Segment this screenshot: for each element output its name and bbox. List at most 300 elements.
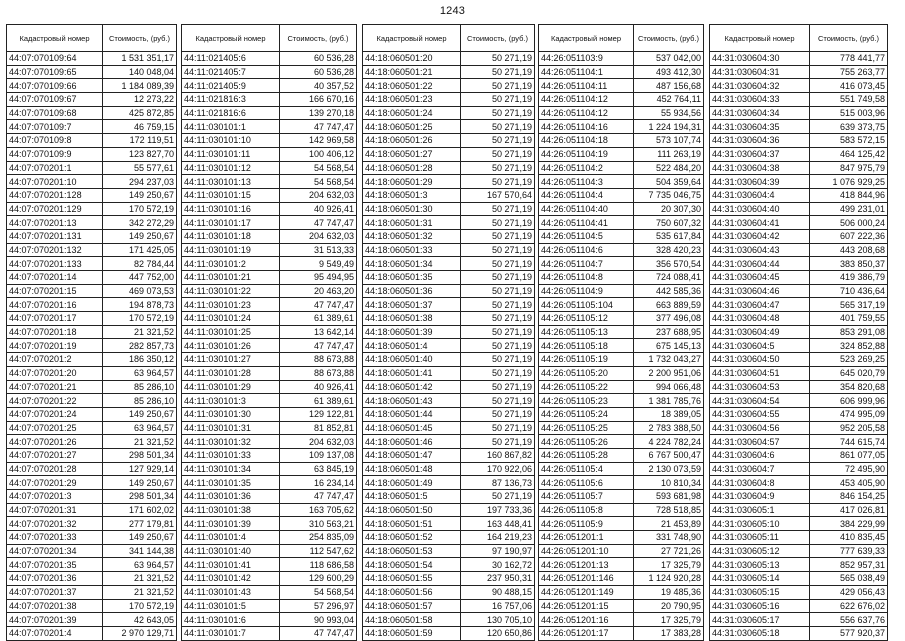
cadastral-number-cell: 44:07:070201:17	[7, 312, 103, 326]
cadastral-number-cell: 44:26:051104:5	[539, 229, 634, 243]
cost-cell: 95 494,95	[280, 271, 357, 285]
cost-cell: 50 271,19	[461, 284, 535, 298]
table-row	[710, 271, 888, 285]
cadastral-number-cell: 44:26:051104:4	[539, 188, 634, 202]
table-row	[710, 229, 888, 243]
cadastral-number-cell: 44:07:070109:64	[7, 52, 103, 66]
cadastral-number-cell: 44:11:030101:3	[182, 394, 280, 408]
table-row	[182, 52, 357, 66]
table-row	[710, 517, 888, 531]
table-row	[7, 380, 177, 394]
cadastral-number-cell: 44:07:070201:28	[7, 462, 103, 476]
table-row	[7, 394, 177, 408]
cadastral-number-cell: 44:18:060501:47	[363, 448, 461, 462]
cost-cell: 17 383,28	[634, 626, 704, 640]
cost-cell: 469 073,53	[103, 284, 177, 298]
cost-cell: 88 673,88	[280, 353, 357, 367]
table-row	[539, 476, 704, 490]
cost-cell: 50 271,19	[461, 339, 535, 353]
table-row	[7, 353, 177, 367]
table-row	[363, 175, 535, 189]
cost-cell: 724 088,41	[634, 271, 704, 285]
table-row	[7, 531, 177, 545]
cadastral-number-cell: 44:31:030604:39	[710, 175, 810, 189]
header-cadastral-number: Кадастровый номер	[7, 25, 103, 52]
cadastral-number-cell: 44:07:070201:25	[7, 421, 103, 435]
table-row	[710, 544, 888, 558]
cadastral-number-cell: 44:11:021405:7	[182, 65, 280, 79]
cost-cell: 622 676,02	[810, 599, 888, 613]
cadastral-number-cell: 44:26:051103:9	[539, 52, 634, 66]
table-row	[363, 626, 535, 640]
cost-cell: 204 632,03	[280, 229, 357, 243]
table-row	[539, 257, 704, 271]
cost-cell: 535 617,84	[634, 229, 704, 243]
cadastral-number-cell: 44:11:030101:1	[182, 120, 280, 134]
cadastral-number-cell: 44:31:030605:1	[710, 503, 810, 517]
cost-cell: 60 536,28	[280, 65, 357, 79]
table-row	[182, 613, 357, 627]
table-row	[7, 626, 177, 640]
cost-cell: 85 286,10	[103, 380, 177, 394]
cost-cell: 583 572,15	[810, 134, 888, 148]
cost-cell: 556 637,76	[810, 613, 888, 627]
cost-cell: 171 425,05	[103, 243, 177, 257]
cost-cell: 994 066,48	[634, 380, 704, 394]
table-row	[710, 175, 888, 189]
header-cadastral-number: Кадастровый номер	[710, 25, 810, 52]
cadastral-number-cell: 44:11:030101:36	[182, 490, 280, 504]
cost-cell: 50 271,19	[461, 161, 535, 175]
table-row	[363, 65, 535, 79]
cost-cell: 170 572,19	[103, 312, 177, 326]
cost-cell: 341 144,38	[103, 544, 177, 558]
table-row	[363, 161, 535, 175]
cost-cell: 777 639,33	[810, 544, 888, 558]
cadastral-number-cell: 44:26:051105:4	[539, 462, 634, 476]
cadastral-number-cell: 44:18:060501:29	[363, 175, 461, 189]
table-row	[710, 339, 888, 353]
table-row	[182, 175, 357, 189]
cadastral-number-cell: 44:18:060501:45	[363, 421, 461, 435]
cost-cell: 40 926,41	[280, 202, 357, 216]
table-row	[7, 271, 177, 285]
table-row	[7, 52, 177, 66]
cadastral-number-cell: 44:07:070201:132	[7, 243, 103, 257]
cadastral-table-5	[709, 24, 888, 641]
cadastral-number-cell: 44:26:051105:28	[539, 448, 634, 462]
cost-cell: 410 835,45	[810, 531, 888, 545]
cadastral-number-cell: 44:31:030604:47	[710, 298, 810, 312]
table-row	[7, 65, 177, 79]
cadastral-number-cell: 44:07:070201:24	[7, 407, 103, 421]
cost-cell: 27 721,26	[634, 544, 704, 558]
cadastral-number-cell: 44:11:030101:40	[182, 544, 280, 558]
cost-cell: 50 271,19	[461, 380, 535, 394]
cadastral-number-cell: 44:11:030101:23	[182, 298, 280, 312]
cost-cell: 237 950,31	[461, 572, 535, 586]
table-row	[7, 134, 177, 148]
cost-cell: 88 673,88	[280, 366, 357, 380]
cost-cell: 16 757,06	[461, 599, 535, 613]
cadastral-number-cell: 44:31:030604:32	[710, 79, 810, 93]
cadastral-number-cell: 44:31:030605:18	[710, 626, 810, 640]
table-row	[539, 517, 704, 531]
cadastral-number-cell: 44:18:060501:52	[363, 531, 461, 545]
table-row	[363, 531, 535, 545]
cost-cell: 254 835,09	[280, 531, 357, 545]
cadastral-number-cell: 44:11:030101:5	[182, 599, 280, 613]
table-row	[7, 503, 177, 517]
cost-cell: 160 867,82	[461, 448, 535, 462]
cost-cell: 47 747,47	[280, 216, 357, 230]
cost-cell: 60 536,28	[280, 52, 357, 66]
cadastral-table-4	[538, 24, 704, 641]
cost-cell: 50 271,19	[461, 147, 535, 161]
cadastral-number-cell: 44:11:030101:21	[182, 271, 280, 285]
cost-cell: 50 271,19	[461, 175, 535, 189]
cost-cell: 50 271,19	[461, 229, 535, 243]
cost-cell: 129 600,29	[280, 572, 357, 586]
table-row	[539, 79, 704, 93]
cost-cell: 847 975,79	[810, 161, 888, 175]
cadastral-number-cell: 44:07:070201:129	[7, 202, 103, 216]
cost-cell: 50 271,19	[461, 202, 535, 216]
table-row	[539, 448, 704, 462]
table-row	[182, 585, 357, 599]
cadastral-number-cell: 44:26:051105:8	[539, 503, 634, 517]
table-row	[710, 161, 888, 175]
cost-cell: 537 042,00	[634, 52, 704, 66]
table-row	[710, 448, 888, 462]
table-row	[539, 229, 704, 243]
cadastral-number-cell: 44:11:030101:24	[182, 312, 280, 326]
table-row	[539, 161, 704, 175]
cadastral-number-cell: 44:07:070109:67	[7, 93, 103, 107]
cost-cell: 645 020,79	[810, 366, 888, 380]
cost-cell: 50 271,19	[461, 271, 535, 285]
cost-cell: 172 119,51	[103, 134, 177, 148]
table-row	[363, 298, 535, 312]
table-row	[7, 229, 177, 243]
cost-cell: 21 321,52	[103, 435, 177, 449]
cadastral-number-cell: 44:31:030604:57	[710, 435, 810, 449]
cost-cell: 419 386,79	[810, 271, 888, 285]
cost-cell: 744 615,74	[810, 435, 888, 449]
cost-cell: 577 920,37	[810, 626, 888, 640]
table-row	[539, 503, 704, 517]
cost-cell: 111 263,19	[634, 147, 704, 161]
cost-cell: 31 513,33	[280, 243, 357, 257]
table-row	[710, 613, 888, 627]
cost-cell: 54 568,54	[280, 585, 357, 599]
table-row	[363, 380, 535, 394]
cadastral-number-cell: 44:11:030101:33	[182, 448, 280, 462]
cadastral-number-cell: 44:31:030604:48	[710, 312, 810, 326]
table-row	[182, 188, 357, 202]
cost-cell: 551 749,58	[810, 93, 888, 107]
cost-cell: 170 922,06	[461, 462, 535, 476]
cost-cell: 47 747,47	[280, 298, 357, 312]
table-row	[363, 490, 535, 504]
cadastral-table-1	[6, 24, 177, 641]
cost-cell: 331 748,90	[634, 531, 704, 545]
table-row	[7, 188, 177, 202]
table-row	[7, 544, 177, 558]
cost-cell: 90 488,15	[461, 585, 535, 599]
table-row	[182, 421, 357, 435]
cost-cell: 149 250,67	[103, 229, 177, 243]
table-row	[7, 435, 177, 449]
table-row	[7, 585, 177, 599]
cadastral-number-cell: 44:26:051201:10	[539, 544, 634, 558]
cost-cell: 523 269,25	[810, 353, 888, 367]
cadastral-number-cell: 44:07:070201:14	[7, 271, 103, 285]
cadastral-number-cell: 44:11:030101:27	[182, 353, 280, 367]
cost-cell: 277 179,81	[103, 517, 177, 531]
cost-cell: 47 747,47	[280, 120, 357, 134]
cadastral-table-3	[362, 24, 535, 641]
table-row	[539, 93, 704, 107]
cadastral-number-cell: 44:31:030605:16	[710, 599, 810, 613]
cadastral-number-cell: 44:26:051105:9	[539, 517, 634, 531]
cost-cell: 50 271,19	[461, 243, 535, 257]
cadastral-number-cell: 44:18:060501:5	[363, 490, 461, 504]
cadastral-number-cell: 44:18:060501:39	[363, 325, 461, 339]
cost-cell: 40 926,41	[280, 380, 357, 394]
table-row	[182, 147, 357, 161]
table-row	[539, 353, 704, 367]
table-row	[710, 120, 888, 134]
cadastral-number-cell: 44:18:060501:44	[363, 407, 461, 421]
cadastral-number-cell: 44:11:030101:38	[182, 503, 280, 517]
cadastral-number-cell: 44:07:070201:131	[7, 229, 103, 243]
cost-cell: 1 381 785,76	[634, 394, 704, 408]
cadastral-number-cell: 44:07:070201:29	[7, 476, 103, 490]
table-row	[710, 476, 888, 490]
cadastral-number-cell: 44:31:030604:51	[710, 366, 810, 380]
cadastral-number-cell: 44:18:060501:46	[363, 435, 461, 449]
cadastral-number-cell: 44:11:030101:41	[182, 558, 280, 572]
cost-cell: 50 271,19	[461, 216, 535, 230]
cadastral-number-cell: 44:07:070109:7	[7, 120, 103, 134]
table-row	[539, 585, 704, 599]
cost-cell: 416 073,45	[810, 79, 888, 93]
table-row	[710, 531, 888, 545]
cadastral-number-cell: 44:18:060501:55	[363, 572, 461, 586]
table-row	[363, 271, 535, 285]
table-row	[363, 339, 535, 353]
cadastral-number-cell: 44:07:070109:68	[7, 106, 103, 120]
cost-cell: 493 412,30	[634, 65, 704, 79]
table-row	[182, 161, 357, 175]
cost-cell: 846 154,25	[810, 490, 888, 504]
table-row	[710, 188, 888, 202]
table-row	[363, 353, 535, 367]
cost-cell: 639 373,75	[810, 120, 888, 134]
table-row	[7, 202, 177, 216]
cadastral-number-cell: 44:26:051105:26	[539, 435, 634, 449]
cadastral-number-cell: 44:26:051104:40	[539, 202, 634, 216]
cadastral-number-cell: 44:31:030605:14	[710, 572, 810, 586]
table-row	[539, 380, 704, 394]
cost-cell: 487 156,68	[634, 79, 704, 93]
table-row	[363, 394, 535, 408]
cost-cell: 170 572,19	[103, 202, 177, 216]
cadastral-number-cell: 44:11:030101:10	[182, 134, 280, 148]
cost-cell: 204 632,03	[280, 188, 357, 202]
cost-cell: 2 783 388,50	[634, 421, 704, 435]
table-row	[7, 120, 177, 134]
table-row	[182, 312, 357, 326]
cadastral-number-cell: 44:18:060501:28	[363, 161, 461, 175]
header-cadastral-number: Кадастровый номер	[539, 25, 634, 52]
cadastral-number-cell: 44:26:051105:7	[539, 490, 634, 504]
table-row	[710, 312, 888, 326]
cadastral-number-cell: 44:07:070201:15	[7, 284, 103, 298]
table-row	[7, 161, 177, 175]
cadastral-number-cell: 44:11:030101:12	[182, 161, 280, 175]
cadastral-number-cell: 44:07:070201:37	[7, 585, 103, 599]
table-row	[182, 202, 357, 216]
cadastral-number-cell: 44:26:051104:9	[539, 284, 634, 298]
cost-cell: 282 857,73	[103, 339, 177, 353]
cadastral-number-cell: 44:18:060501:36	[363, 284, 461, 298]
cost-cell: 10 810,34	[634, 476, 704, 490]
cadastral-number-cell: 44:31:030604:43	[710, 243, 810, 257]
table-row	[710, 147, 888, 161]
table-row	[182, 435, 357, 449]
table-row	[363, 106, 535, 120]
table-row	[363, 202, 535, 216]
cost-cell: 72 495,90	[810, 462, 888, 476]
cadastral-number-cell: 44:31:030604:38	[710, 161, 810, 175]
table-row	[710, 284, 888, 298]
cadastral-number-cell: 44:07:070201:36	[7, 572, 103, 586]
cadastral-number-cell: 44:26:051104:18	[539, 134, 634, 148]
cost-cell: 17 325,79	[634, 613, 704, 627]
cadastral-number-cell: 44:18:060501:32	[363, 229, 461, 243]
table-row	[539, 188, 704, 202]
cadastral-number-cell: 44:18:060501:27	[363, 147, 461, 161]
cost-cell: 16 234,14	[280, 476, 357, 490]
cost-cell: 140 048,04	[103, 65, 177, 79]
table-row	[7, 558, 177, 572]
cadastral-number-cell: 44:26:051201:1	[539, 531, 634, 545]
cost-cell: 54 568,54	[280, 175, 357, 189]
cost-cell: 47 747,47	[280, 339, 357, 353]
cadastral-number-cell: 44:18:060501:50	[363, 503, 461, 517]
cadastral-number-cell: 44:26:051104:12	[539, 106, 634, 120]
cost-cell: 1 531 351,17	[103, 52, 177, 66]
table-row	[363, 599, 535, 613]
table-row	[363, 79, 535, 93]
cadastral-number-cell: 44:11:030101:6	[182, 613, 280, 627]
cadastral-number-cell: 44:18:060501:49	[363, 476, 461, 490]
cost-cell: 194 878,73	[103, 298, 177, 312]
cadastral-number-cell: 44:31:030604:42	[710, 229, 810, 243]
table-row	[182, 476, 357, 490]
table-row	[182, 490, 357, 504]
header-cost: Стоимость, (руб.)	[103, 25, 177, 52]
table-row	[7, 517, 177, 531]
table-row	[182, 325, 357, 339]
table-row	[539, 284, 704, 298]
cadastral-number-cell: 44:26:051104:6	[539, 243, 634, 257]
table-row	[363, 312, 535, 326]
table-row	[539, 134, 704, 148]
cost-cell: 19 485,36	[634, 585, 704, 599]
cost-cell: 504 359,64	[634, 175, 704, 189]
cadastral-number-cell: 44:31:030604:49	[710, 325, 810, 339]
cadastral-number-cell: 44:26:051105:24	[539, 407, 634, 421]
cost-cell: 710 436,64	[810, 284, 888, 298]
cost-cell: 515 003,96	[810, 106, 888, 120]
cost-cell: 852 957,31	[810, 558, 888, 572]
cost-cell: 13 642,14	[280, 325, 357, 339]
table-row	[539, 544, 704, 558]
cost-cell: 167 570,64	[461, 188, 535, 202]
table-row	[182, 339, 357, 353]
cadastral-number-cell: 44:11:021816:6	[182, 106, 280, 120]
cadastral-number-cell: 44:31:030604:34	[710, 106, 810, 120]
cost-cell: 61 389,61	[280, 312, 357, 326]
table-row	[363, 517, 535, 531]
cost-cell: 54 568,54	[280, 161, 357, 175]
cost-cell: 50 271,19	[461, 435, 535, 449]
cadastral-number-cell: 44:26:051104:7	[539, 257, 634, 271]
cadastral-number-cell: 44:11:030101:7	[182, 626, 280, 640]
cost-cell: 139 270,18	[280, 106, 357, 120]
table-row	[710, 65, 888, 79]
cadastral-number-cell: 44:18:060501:3	[363, 188, 461, 202]
cadastral-number-cell: 44:26:051105:25	[539, 421, 634, 435]
cost-cell: 186 350,12	[103, 353, 177, 367]
cadastral-number-cell: 44:26:051201:16	[539, 613, 634, 627]
cadastral-number-cell: 44:26:051105:22	[539, 380, 634, 394]
cost-cell: 425 872,85	[103, 106, 177, 120]
table-row	[182, 271, 357, 285]
cost-cell: 42 643,05	[103, 613, 177, 627]
cost-cell: 123 827,70	[103, 147, 177, 161]
table-row	[182, 79, 357, 93]
table-row	[363, 558, 535, 572]
header-cadastral-number: Кадастровый номер	[182, 25, 280, 52]
table-row	[539, 558, 704, 572]
header-cost: Стоимость, (руб.)	[810, 25, 888, 52]
table-row	[182, 106, 357, 120]
table-row	[539, 147, 704, 161]
table-row	[182, 572, 357, 586]
cadastral-number-cell: 44:11:030101:34	[182, 462, 280, 476]
table-row	[7, 407, 177, 421]
table-row	[539, 613, 704, 627]
cadastral-number-cell: 44:11:030101:30	[182, 407, 280, 421]
cadastral-number-cell: 44:31:030604:37	[710, 147, 810, 161]
table-row	[7, 421, 177, 435]
cadastral-number-cell: 44:11:030101:32	[182, 435, 280, 449]
table-row	[363, 243, 535, 257]
cost-cell: 6 767 500,47	[634, 448, 704, 462]
cost-cell: 112 547,62	[280, 544, 357, 558]
table-row	[363, 503, 535, 517]
table-row	[7, 298, 177, 312]
cadastral-number-cell: 44:31:030604:9	[710, 490, 810, 504]
cost-cell: 50 271,19	[461, 120, 535, 134]
cost-cell: 12 273,22	[103, 93, 177, 107]
table-row	[539, 339, 704, 353]
cadastral-number-cell: 44:31:030604:36	[710, 134, 810, 148]
